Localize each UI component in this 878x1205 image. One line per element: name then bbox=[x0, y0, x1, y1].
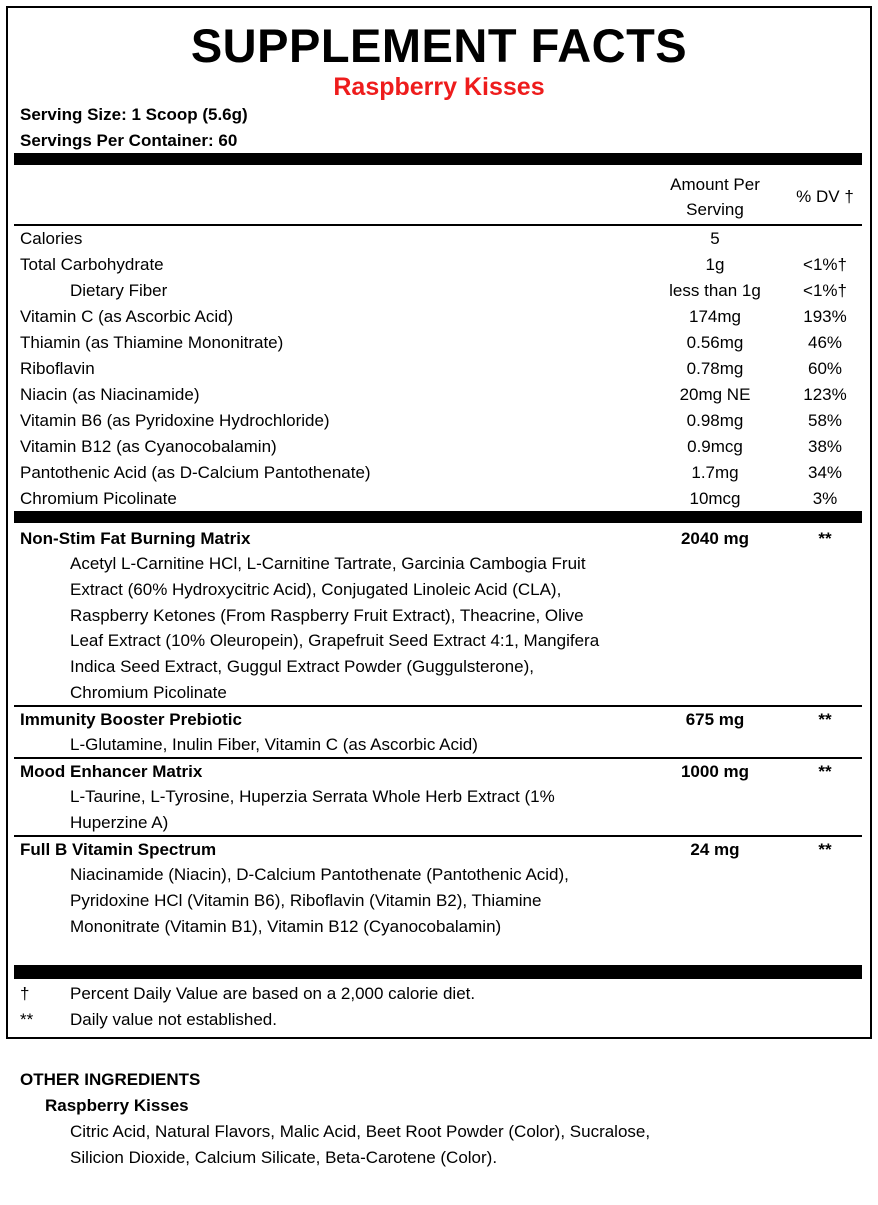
nutrient-name: Calories bbox=[20, 229, 83, 248]
nutrient-dv: 58% bbox=[807, 411, 843, 430]
header-amount-per-serving: Amount Per Serving bbox=[670, 175, 760, 219]
blend-amount: 2040 mg bbox=[680, 529, 750, 548]
header-daily-value: % DV † bbox=[796, 187, 854, 206]
nutrient-name: Total Carbohydrate bbox=[20, 255, 164, 274]
nutrient-amount: 1g bbox=[705, 255, 725, 274]
nutrient-name: Vitamin B12 (as Cyanocobalamin) bbox=[20, 437, 277, 456]
blend-dv: ** bbox=[818, 529, 832, 548]
serving-size: Serving Size: 1 Scoop (5.6g) bbox=[20, 105, 248, 124]
label-title: SUPPLEMENT FACTS bbox=[190, 19, 688, 72]
nutrient-dv: 38% bbox=[807, 437, 843, 456]
divider-line bbox=[14, 757, 862, 759]
nutrient-dv: <1%† bbox=[803, 281, 847, 300]
blend-name: Full B Vitamin Spectrum bbox=[20, 840, 217, 859]
flavor-name: Raspberry Kisses bbox=[333, 73, 545, 101]
footnote-text: Daily value not established. bbox=[70, 1010, 277, 1029]
blend-dv: ** bbox=[818, 762, 832, 781]
nutrient-name: Dietary Fiber bbox=[70, 281, 168, 300]
blend-amount: 675 mg bbox=[685, 710, 745, 729]
blend-dv: ** bbox=[818, 710, 832, 729]
nutrient-amount: less than 1g bbox=[669, 281, 761, 300]
nutrient-amount: 174mg bbox=[689, 307, 741, 326]
nutrient-amount: 0.78mg bbox=[686, 359, 744, 378]
nutrient-amount: 5 bbox=[710, 229, 720, 248]
divider-bar bbox=[14, 153, 862, 165]
blend-name: Non-Stim Fat Burning Matrix bbox=[20, 529, 251, 548]
blend-ingredients: L-Glutamine, Inulin Fiber, Vitamin C (as Ascorbic Acid) bbox=[70, 735, 478, 754]
nutrient-dv: 123% bbox=[803, 385, 847, 404]
nutrient-name: Vitamin B6 (as Pyridoxine Hydrochloride) bbox=[20, 411, 330, 430]
divider-line bbox=[14, 224, 862, 226]
divider-bar bbox=[14, 511, 862, 523]
nutrient-dv: 46% bbox=[807, 333, 843, 352]
other-ingredients-heading: OTHER INGREDIENTS bbox=[20, 1070, 201, 1089]
blend-ingredients: L-Taurine, L-Tyrosine, Huperzia Serrata Whole Herb Extract (1% Huperzine A) bbox=[70, 787, 555, 832]
divider-line bbox=[14, 835, 862, 837]
other-ingredients-list: Citric Acid, Natural Flavors, Malic Acid, Beet Root Powder (Color), Sucralose, Silicion Dioxide, Calcium Silicate, Beta-Carotene (Color). bbox=[70, 1122, 651, 1167]
blend-amount: 24 mg bbox=[690, 840, 740, 859]
divider-line bbox=[14, 705, 862, 707]
blend-name: Immunity Booster Prebiotic bbox=[20, 710, 242, 729]
nutrient-dv: 3% bbox=[812, 489, 838, 508]
nutrient-name: Chromium Picolinate bbox=[20, 489, 177, 508]
nutrient-dv: 60% bbox=[807, 359, 843, 378]
footnote-symbol: ** bbox=[20, 1010, 34, 1029]
nutrient-amount: 0.9mcg bbox=[687, 437, 743, 456]
nutrient-name: Thiamin (as Thiamine Mononitrate) bbox=[20, 333, 284, 352]
nutrient-dv: 193% bbox=[803, 307, 847, 326]
nutrient-amount: 1.7mg bbox=[691, 463, 739, 482]
other-ingredients-flavor: Raspberry Kisses bbox=[45, 1096, 189, 1115]
nutrient-name: Niacin (as Niacinamide) bbox=[20, 385, 200, 404]
footnote-text: Percent Daily Value are based on a 2,000 calorie diet. bbox=[70, 984, 476, 1003]
blend-name: Mood Enhancer Matrix bbox=[20, 762, 203, 781]
nutrient-amount: 20mg NE bbox=[679, 385, 751, 404]
nutrient-dv: 34% bbox=[807, 463, 843, 482]
servings-per-container: Servings Per Container: 60 bbox=[20, 131, 238, 150]
blend-amount: 1000 mg bbox=[680, 762, 750, 781]
divider-bar bbox=[14, 965, 862, 979]
blend-dv: ** bbox=[818, 840, 832, 859]
footnote-symbol: † bbox=[20, 984, 30, 1003]
nutrient-name: Vitamin C (as Ascorbic Acid) bbox=[20, 307, 234, 326]
nutrient-dv: <1%† bbox=[803, 255, 847, 274]
nutrient-amount: 10mcg bbox=[689, 489, 741, 508]
blend-ingredients: Niacinamide (Niacin), D-Calcium Pantothenate (Pantothenic Acid), Pyridoxine HCl (Vitamin B6), Riboflavin (Vitamin B2), Thiamine Mononitrate (Vitamin B1), Vitamin B12 (Cyanocobalamin) bbox=[70, 865, 569, 936]
blend-ingredients: Acetyl L-Carnitine HCl, L-Carnitine Tartrate, Garcinia Cambogia Fruit Extract (60% Hydroxycitric Acid), Conjugated Linoleic Acid (CLA), Raspberry Ketones (From Raspberry Fruit Extract), Theacrine, Olive Leaf Extract (10% Oleuropein), Grapefruit Seed Extract 4:1, Mangifera Indica Seed Extract, Guggul Extract Powder (Guggulsterone), Chromium Picolinate bbox=[70, 554, 600, 702]
nutrient-name: Riboflavin bbox=[20, 359, 95, 378]
nutrient-name: Pantothenic Acid (as D-Calcium Pantothenate) bbox=[20, 463, 371, 482]
nutrient-amount: 0.56mg bbox=[686, 333, 744, 352]
nutrient-amount: 0.98mg bbox=[686, 411, 744, 430]
